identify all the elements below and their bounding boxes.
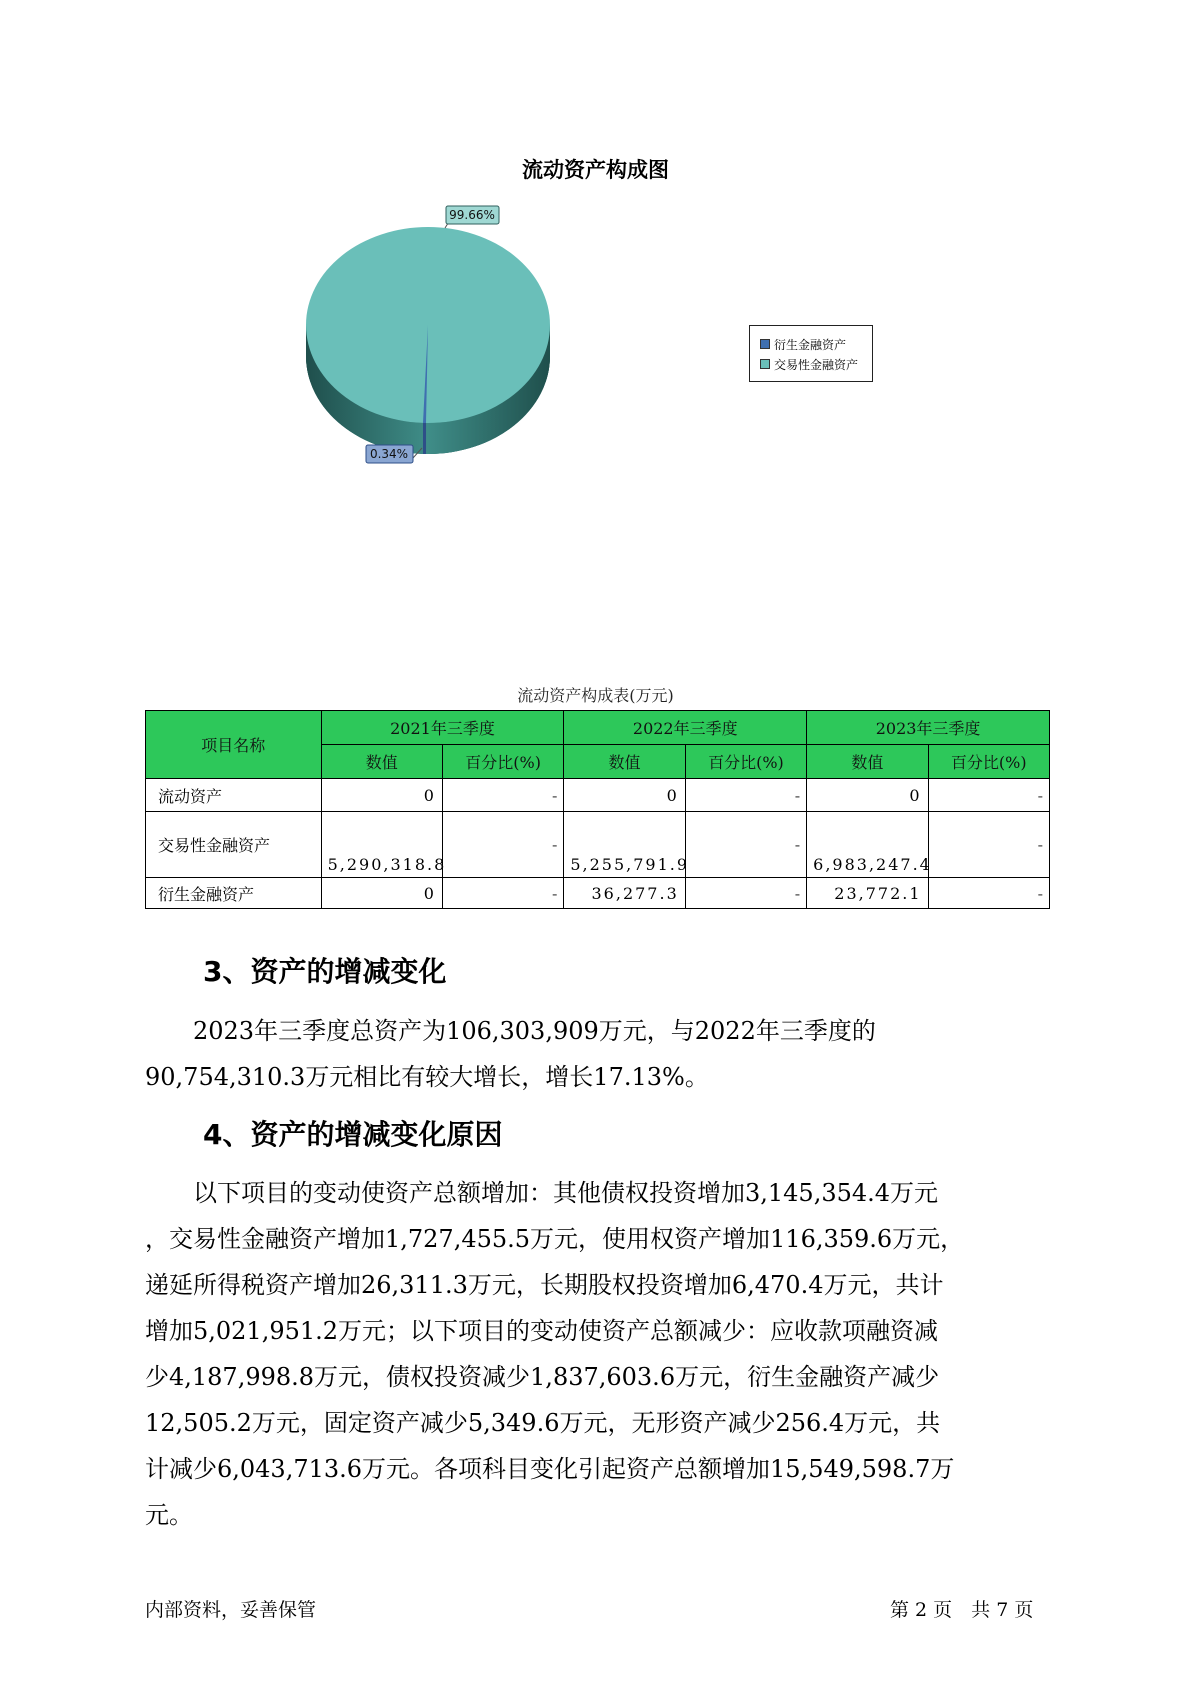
section4-paragraph <box>145 1170 1055 1538</box>
table-row <box>146 878 1050 909</box>
cell-pct: - <box>685 878 806 909</box>
cell-pct: - <box>442 812 563 878</box>
cell-value: 0 <box>321 779 442 812</box>
current-assets-table <box>145 710 1050 909</box>
header-item-name: 项目名称 <box>146 711 322 779</box>
data-label-99: 99.66% <box>449 208 495 222</box>
cell-pct: - <box>685 779 806 812</box>
paragraph-line: 增加5,021,951.2万元；以下项目的变动使资产总额减少：应收款项融资减 <box>145 1317 939 1345</box>
legend-item-trading <box>760 354 872 374</box>
chart-title: 流动资产构成图 <box>522 158 669 182</box>
chart-legend <box>749 325 873 382</box>
header-period: 2021年三季度 <box>321 711 564 745</box>
header-pct: 百分比(%) <box>685 745 806 779</box>
paragraph-line: 以下项目的变动使资产总额增加：其他债权投资增加3,145,354.4万元 <box>145 1179 939 1207</box>
cell-value: 23,772.1 <box>807 878 928 909</box>
paragraph-line: 元。 <box>145 1501 193 1529</box>
row-name: 衍生金融资产 <box>146 878 322 909</box>
cell-pct: - <box>442 878 563 909</box>
cell-pct: - <box>928 779 1049 812</box>
cell-value: 36,277.3 <box>564 878 685 909</box>
cell-value: 0 <box>807 779 928 812</box>
cell-value: 0 <box>564 779 685 812</box>
section4-heading: 4、资产的增减变化原因 <box>203 1118 503 1151</box>
paragraph-line: 12,505.2万元，固定资产减少5,349.6万元，无形资产减少256.4万元，共 <box>145 1409 941 1437</box>
paragraph-line: 2023年三季度总资产为106,303,909万元，与2022年三季度的 <box>145 1017 876 1045</box>
header-value: 数值 <box>564 745 685 779</box>
cell-pct: - <box>928 812 1049 878</box>
header-value: 数值 <box>807 745 928 779</box>
legend-label: 交易性金融资产 <box>774 357 859 372</box>
header-period: 2023年三季度 <box>807 711 1050 745</box>
legend-swatch <box>760 359 770 369</box>
paragraph-line: 递延所得税资产增加26,311.3万元，长期股权投资增加6,470.4万元，共计 <box>145 1271 944 1299</box>
cell-value: 6,983,247.4 <box>807 812 928 878</box>
section3-heading: 3、资产的增减变化 <box>203 955 447 988</box>
legend-item-derivative <box>760 334 872 354</box>
header-pct: 百分比(%) <box>442 745 563 779</box>
table-row <box>146 812 1050 878</box>
table-row <box>146 779 1050 812</box>
paragraph-line: ，交易性金融资产增加1,727,455.5万元，使用权资产增加116,359.6万元， <box>145 1225 965 1253</box>
table-caption: 流动资产构成表(万元) <box>517 686 674 705</box>
cell-pct: - <box>442 779 563 812</box>
legend-swatch <box>760 339 770 349</box>
paragraph-line: 计减少6,043,713.6万元。各项科目变化引起资产总额增加15,549,598.7万 <box>145 1455 955 1483</box>
paragraph-line: 90,754,310.3万元相比有较大增长，增长17.13%。 <box>145 1063 709 1091</box>
data-label-034: 0.34% <box>369 447 409 461</box>
pie-chart <box>290 200 610 480</box>
footer-page-number: 第 2 页 共 7 页 <box>890 1599 1034 1621</box>
legend-label: 衍生金融资产 <box>774 337 847 352</box>
paragraph-line: 少4,187,998.8万元，债权投资减少1,837,603.6万元，衍生金融资产减少 <box>145 1363 940 1391</box>
cell-value: 5,290,318.8 <box>321 812 442 878</box>
row-name: 流动资产 <box>146 779 322 812</box>
header-pct: 百分比(%) <box>928 745 1049 779</box>
cell-value: 5,255,791.9 <box>564 812 685 878</box>
row-name: 交易性金融资产 <box>146 812 322 878</box>
cell-pct: - <box>685 812 806 878</box>
cell-pct: - <box>928 878 1049 909</box>
header-period: 2022年三季度 <box>564 711 807 745</box>
header-value: 数值 <box>321 745 442 779</box>
footer-confidential: 内部资料，妥善保管 <box>145 1599 317 1621</box>
cell-value: 0 <box>321 878 442 909</box>
section3-paragraph <box>145 1008 1055 1100</box>
